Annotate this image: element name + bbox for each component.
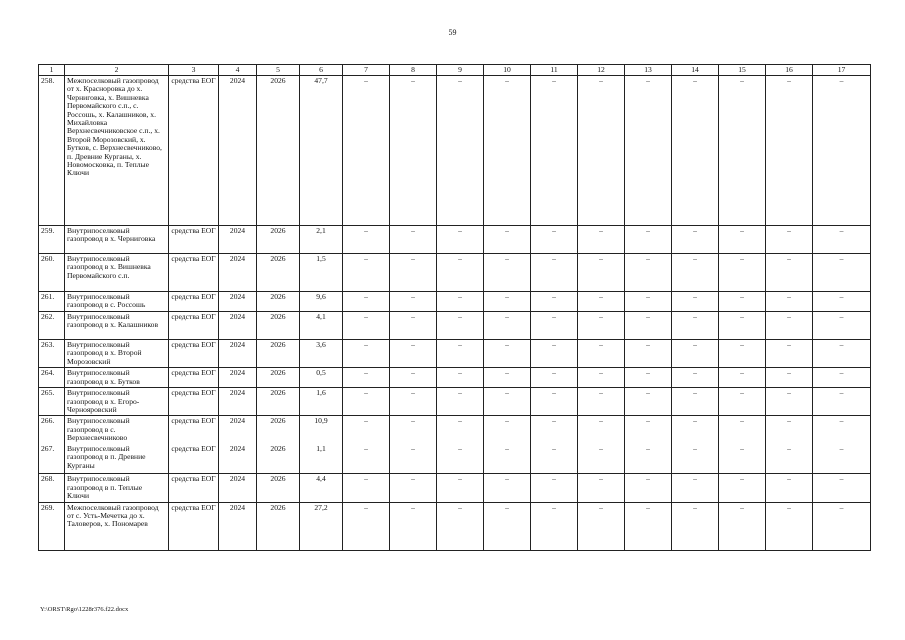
column-8-value: – (390, 226, 437, 254)
funding-source: средства ЕОГ (169, 388, 219, 416)
column-12-value: – (578, 368, 625, 388)
column-13-value: – (625, 368, 672, 388)
capacity-value: 3,6 (300, 340, 343, 368)
column-8-value: – (390, 292, 437, 312)
column-header-10: 10 (484, 65, 531, 76)
header-row (39, 65, 871, 76)
column-15-value: – (719, 340, 766, 368)
column-8-value: – (390, 474, 437, 502)
end-year: 2026 (257, 388, 300, 416)
start-year: 2024 (219, 444, 257, 474)
object-name: Внутрипоселковый газопровод в х. Черниговка (65, 226, 169, 254)
column-9-value: – (437, 416, 484, 444)
object-name: Внутрипоселковый газопровод в х. Егоро-Чернояровский (65, 388, 169, 416)
column-header-6: 6 (300, 65, 343, 76)
column-12-value: – (578, 76, 625, 226)
row-number: 259. (39, 226, 65, 254)
end-year: 2026 (257, 292, 300, 312)
column-8-value: – (390, 444, 437, 474)
capacity-value: 4,1 (300, 312, 343, 340)
end-year: 2026 (257, 340, 300, 368)
column-8-value: – (390, 254, 437, 292)
column-10-value: – (484, 388, 531, 416)
end-year: 2026 (257, 416, 300, 444)
capacity-value: 4,4 (300, 474, 343, 502)
column-8-value: – (390, 312, 437, 340)
column-12-value: – (578, 416, 625, 444)
column-12-value: – (578, 254, 625, 292)
column-7-value: – (343, 76, 390, 226)
column-12-value: – (578, 444, 625, 474)
column-13-value: – (625, 340, 672, 368)
column-11-value: – (531, 340, 578, 368)
row-number: 264. (39, 368, 65, 388)
column-8-value: – (390, 76, 437, 226)
table-row (39, 368, 871, 388)
column-9-value: – (437, 254, 484, 292)
column-8-value: – (390, 388, 437, 416)
column-16-value: – (766, 292, 813, 312)
column-11-value: – (531, 76, 578, 226)
column-8-value: – (390, 340, 437, 368)
capacity-value: 1,5 (300, 254, 343, 292)
column-10-value: – (484, 226, 531, 254)
column-13-value: – (625, 502, 672, 550)
column-11-value: – (531, 416, 578, 444)
column-9-value: – (437, 388, 484, 416)
column-9-value: – (437, 444, 484, 474)
object-name: Внутрипоселковый газопровод в п. Древние Курганы (65, 444, 169, 474)
column-15-value: – (719, 312, 766, 340)
capacity-value: 2,1 (300, 226, 343, 254)
table-row (39, 502, 871, 550)
column-header-17: 17 (813, 65, 871, 76)
column-15-value: – (719, 444, 766, 474)
column-10-value: – (484, 76, 531, 226)
column-9-value: – (437, 502, 484, 550)
column-15-value: – (719, 388, 766, 416)
column-7-value: – (343, 312, 390, 340)
column-10-value: – (484, 416, 531, 444)
column-17-value: – (813, 76, 871, 226)
column-7-value: – (343, 444, 390, 474)
column-13-value: – (625, 76, 672, 226)
column-9-value: – (437, 226, 484, 254)
column-11-value: – (531, 226, 578, 254)
column-header-15: 15 (719, 65, 766, 76)
column-17-value: – (813, 312, 871, 340)
end-year: 2026 (257, 254, 300, 292)
column-9-value: – (437, 76, 484, 226)
column-15-value: – (719, 254, 766, 292)
column-10-value: – (484, 444, 531, 474)
column-16-value: – (766, 416, 813, 444)
column-12-value: – (578, 340, 625, 368)
column-14-value: – (672, 502, 719, 550)
column-7-value: – (343, 368, 390, 388)
column-header-12: 12 (578, 65, 625, 76)
row-number: 260. (39, 254, 65, 292)
column-11-value: – (531, 254, 578, 292)
column-7-value: – (343, 340, 390, 368)
column-15-value: – (719, 292, 766, 312)
column-9-value: – (437, 474, 484, 502)
page-number: 59 (448, 28, 457, 37)
table-row (39, 292, 871, 312)
column-13-value: – (625, 474, 672, 502)
column-17-value: – (813, 340, 871, 368)
funding-source: средства ЕОГ (169, 416, 219, 444)
column-header-5: 5 (257, 65, 300, 76)
object-name: Внутрипоселковый газопровод в х. Вишневка Первомайского с.п. (65, 254, 169, 292)
end-year: 2026 (257, 502, 300, 550)
column-11-value: – (531, 444, 578, 474)
funding-source: средства ЕОГ (169, 502, 219, 550)
column-14-value: – (672, 340, 719, 368)
column-14-value: – (672, 312, 719, 340)
table-row (39, 474, 871, 502)
start-year: 2024 (219, 388, 257, 416)
object-name: Межпоселковый газопровод от х. Красноровка до х. Черниговка, х. Вишневка Первомайского с.п., с. Россошь, х. Калашников, х. Михайловка Верхнесвечниковское с.п., х. Второй Морозовский, х. Бутков, с. Верхнесвечниково, п. Древние Курганы, х. Новомосковка, п. Теплые Ключи (65, 76, 169, 226)
column-12-value: – (578, 474, 625, 502)
column-16-value: – (766, 226, 813, 254)
column-13-value: – (625, 254, 672, 292)
object-name: Внутрипоселковый газопровод в х. Калашников (65, 312, 169, 340)
footer-file-path: Y:\ORST\Rgo\1228r376.f22.docx (40, 606, 129, 613)
column-header-8: 8 (390, 65, 437, 76)
capacity-value: 9,6 (300, 292, 343, 312)
column-15-value: – (719, 76, 766, 226)
column-14-value: – (672, 76, 719, 226)
column-9-value: – (437, 292, 484, 312)
column-17-value: – (813, 368, 871, 388)
column-13-value: – (625, 292, 672, 312)
column-13-value: – (625, 388, 672, 416)
column-14-value: – (672, 444, 719, 474)
column-16-value: – (766, 388, 813, 416)
funding-source: средства ЕОГ (169, 368, 219, 388)
end-year: 2026 (257, 444, 300, 474)
column-header-9: 9 (437, 65, 484, 76)
row-number: 262. (39, 312, 65, 340)
table-row (39, 312, 871, 340)
end-year: 2026 (257, 76, 300, 226)
capacity-value: 27,2 (300, 502, 343, 550)
start-year: 2024 (219, 340, 257, 368)
column-7-value: – (343, 502, 390, 550)
object-name: Внутрипоселковый газопровод в п. Теплые Ключи (65, 474, 169, 502)
capacity-value: 47,7 (300, 76, 343, 226)
row-number: 267. (39, 444, 65, 474)
column-header-4: 4 (219, 65, 257, 76)
column-8-value: – (390, 502, 437, 550)
column-10-value: – (484, 368, 531, 388)
column-13-value: – (625, 444, 672, 474)
object-name: Внутрипоселковый газопровод в с. Верхнесвечниково (65, 416, 169, 444)
column-header-7: 7 (343, 65, 390, 76)
column-11-value: – (531, 388, 578, 416)
column-11-value: – (531, 502, 578, 550)
column-10-value: – (484, 340, 531, 368)
funding-source: средства ЕОГ (169, 226, 219, 254)
column-17-value: – (813, 444, 871, 474)
column-14-value: – (672, 416, 719, 444)
column-7-value: – (343, 388, 390, 416)
row-number: 261. (39, 292, 65, 312)
column-12-value: – (578, 388, 625, 416)
column-9-value: – (437, 312, 484, 340)
funding-source: средства ЕОГ (169, 254, 219, 292)
table-row (39, 444, 871, 474)
column-16-value: – (766, 444, 813, 474)
row-number: 268. (39, 474, 65, 502)
end-year: 2026 (257, 474, 300, 502)
table-row (39, 226, 871, 254)
column-header-11: 11 (531, 65, 578, 76)
start-year: 2024 (219, 416, 257, 444)
funding-source: средства ЕОГ (169, 340, 219, 368)
end-year: 2026 (257, 226, 300, 254)
row-number: 266. (39, 416, 65, 444)
column-11-value: – (531, 292, 578, 312)
column-7-value: – (343, 474, 390, 502)
row-number: 265. (39, 388, 65, 416)
column-17-value: – (813, 474, 871, 502)
column-16-value: – (766, 474, 813, 502)
column-8-value: – (390, 416, 437, 444)
column-7-value: – (343, 226, 390, 254)
column-14-value: – (672, 474, 719, 502)
end-year: 2026 (257, 368, 300, 388)
column-header-14: 14 (672, 65, 719, 76)
column-header-13: 13 (625, 65, 672, 76)
column-14-value: – (672, 388, 719, 416)
column-15-value: – (719, 368, 766, 388)
capacity-value: 1,1 (300, 444, 343, 474)
column-7-value: – (343, 254, 390, 292)
column-7-value: – (343, 292, 390, 312)
column-12-value: – (578, 226, 625, 254)
column-header-1: 1 (39, 65, 65, 76)
start-year: 2024 (219, 254, 257, 292)
object-name: Внутрипоселковый газопровод в с. Россошь (65, 292, 169, 312)
column-16-value: – (766, 254, 813, 292)
row-number: 263. (39, 340, 65, 368)
column-10-value: – (484, 312, 531, 340)
column-15-value: – (719, 416, 766, 444)
capacity-value: 1,6 (300, 388, 343, 416)
funding-source: средства ЕОГ (169, 312, 219, 340)
column-13-value: – (625, 312, 672, 340)
column-14-value: – (672, 368, 719, 388)
column-header-3: 3 (169, 65, 219, 76)
column-17-value: – (813, 254, 871, 292)
funding-source: средства ЕОГ (169, 292, 219, 312)
start-year: 2024 (219, 312, 257, 340)
column-16-value: – (766, 502, 813, 550)
end-year: 2026 (257, 312, 300, 340)
column-17-value: – (813, 292, 871, 312)
column-8-value: – (390, 368, 437, 388)
funding-source: средства ЕОГ (169, 444, 219, 474)
table-row (39, 416, 871, 444)
column-13-value: – (625, 416, 672, 444)
column-10-value: – (484, 254, 531, 292)
column-17-value: – (813, 388, 871, 416)
funding-source: средства ЕОГ (169, 474, 219, 502)
column-12-value: – (578, 312, 625, 340)
column-12-value: – (578, 292, 625, 312)
column-10-value: – (484, 292, 531, 312)
table-row (39, 340, 871, 368)
table-body (39, 76, 871, 551)
start-year: 2024 (219, 226, 257, 254)
table-row (39, 76, 871, 226)
object-name: Внутрипоселковый газопровод в х. Второй Морозовский (65, 340, 169, 368)
column-13-value: – (625, 226, 672, 254)
column-17-value: – (813, 226, 871, 254)
column-14-value: – (672, 254, 719, 292)
program-table (38, 64, 871, 551)
start-year: 2024 (219, 502, 257, 550)
column-16-value: – (766, 76, 813, 226)
table-row (39, 254, 871, 292)
column-14-value: – (672, 292, 719, 312)
capacity-value: 10,9 (300, 416, 343, 444)
start-year: 2024 (219, 76, 257, 226)
column-14-value: – (672, 226, 719, 254)
start-year: 2024 (219, 368, 257, 388)
capacity-value: 0,5 (300, 368, 343, 388)
start-year: 2024 (219, 292, 257, 312)
column-15-value: – (719, 474, 766, 502)
column-16-value: – (766, 312, 813, 340)
funding-source: средства ЕОГ (169, 76, 219, 226)
column-header-2: 2 (65, 65, 169, 76)
column-7-value: – (343, 416, 390, 444)
table-row (39, 388, 871, 416)
column-10-value: – (484, 502, 531, 550)
column-11-value: – (531, 474, 578, 502)
column-11-value: – (531, 312, 578, 340)
column-11-value: – (531, 368, 578, 388)
column-12-value: – (578, 502, 625, 550)
row-number: 258. (39, 76, 65, 226)
column-17-value: – (813, 416, 871, 444)
column-9-value: – (437, 368, 484, 388)
column-9-value: – (437, 340, 484, 368)
column-10-value: – (484, 474, 531, 502)
column-16-value: – (766, 368, 813, 388)
start-year: 2024 (219, 474, 257, 502)
object-name: Внутрипоселковый газопровод в х. Бутков (65, 368, 169, 388)
column-17-value: – (813, 502, 871, 550)
row-number: 269. (39, 502, 65, 550)
object-name: Межпоселковый газопровод от с. Усть-Мечетка до х. Таловеров, х. Пономарев (65, 502, 169, 550)
column-15-value: – (719, 226, 766, 254)
column-header-16: 16 (766, 65, 813, 76)
column-16-value: – (766, 340, 813, 368)
column-15-value: – (719, 502, 766, 550)
